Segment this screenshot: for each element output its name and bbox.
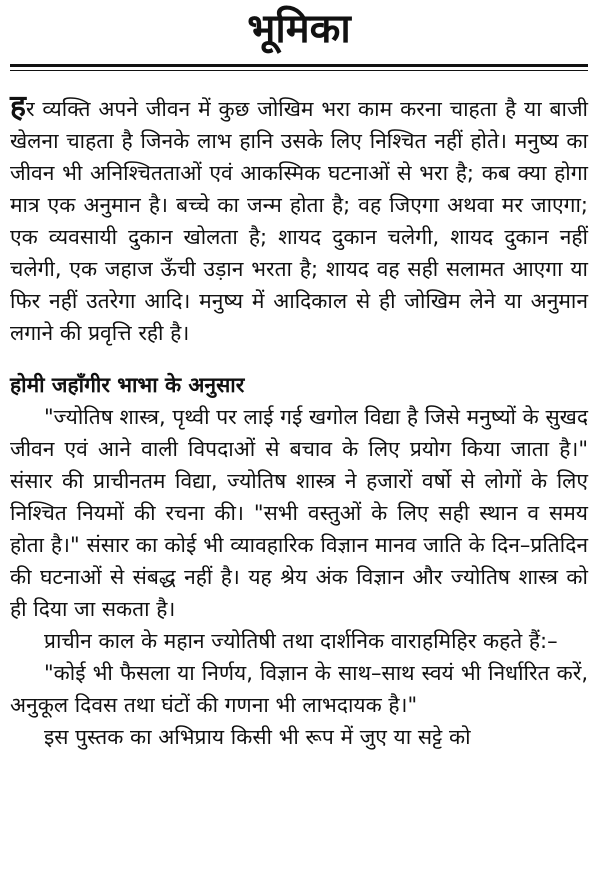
drop-cap: ह [10, 89, 26, 124]
quote-paragraph: "ज्योतिष शास्त्र, पृथ्वी पर लाई गई खगोल विद्या है जिसे मनुष्यों के सुखद जीवन एवं आने वाली विपदाओं से बचाव के लिए प्रयोग किया जाता है।" संसार की प्राचीनतम विद्या, ज्योतिष शास्त्र ने हजारों वर्षो से लोगों के लिए निश्चित नियमों की रचना की। "सभी वस्तुओं के लिए सही स्थान व समय होता है।" संसार का कोई भी व्यावहारिक विज्ञान मानव जाति के दिन–प्रतिदिन की घटनाओं से संबद्ध नहीं है। यह श्रेय अंक विज्ञान और ज्योतिष शास्त्र को ही दिया जा सकता है। [10, 405, 588, 621]
page-title: भूमिका [247, 6, 351, 52]
body-text [10, 89, 588, 753]
intro-paragraph [10, 89, 588, 349]
section-heading: होमी जहाँगीर भाभा के अनुसार [10, 373, 245, 397]
title-underline-thin [10, 70, 588, 71]
varahamihira-quote: "कोई भी फैसला या निर्णय, विज्ञान के साथ–साथ स्वयं भी निर्धारित करें, अनुकूल दिवस तथा घंटों की गणना भी लाभदायक है।" [10, 661, 588, 717]
intro-text: र व्यक्ति अपने जीवन में कुछ जोखिम भरा काम करना चाहता है या बाजी खेलना चाहता है जिनके लाभ हानि उसके लिए निश्चित नहीं होते। मनुष्य का जीवन भी अनिश्चितताओं एवं आकस्मिक घटनाओं से भरा है; कब क्या होगा मात्र एक अनुमान है। बच्चे का जन्म होता है; वह जिएगा अथवा मर जाएगा; एक व्यवसायी दुकान खोलता है; शायद दुकान चलेगी, शायद दुकान नहीं चलेगी, एक जहाज ऊँची उड़ान भरता है; शायद वह सही सलामत आएगा या फिर नहीं उतरेगा आदि। मनुष्य में आदिकाल से ही जोखिम लेने या अनुमान लगाने की प्रवृत्ति रही है। [10, 97, 588, 345]
varahamihira-intro: प्राचीन काल के महान ज्योतिषी तथा दार्शनिक वाराहमिहिर कहते हैं:– [44, 629, 558, 653]
title-underline-thick [10, 64, 588, 67]
closing-paragraph: इस पुस्तक का अभिप्राय किसी भी रूप में जुए या सट्टे को [44, 725, 471, 749]
